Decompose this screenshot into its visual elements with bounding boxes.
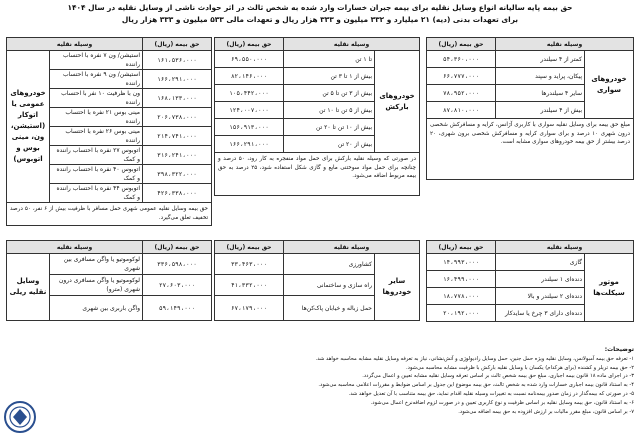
vehicle-name: لوکوموتیو یا واگن مسافری درون شهری (مترو)	[50, 275, 143, 296]
header-subtitle: برای تعهدات بدنی (دیه) ۲۱ میلیارد و ۳۳۲ میلیون و ۳۳۳ هزار ریال و تعهدات مالی ۵۳۳ میلیون و ۳۳۳ هزار ریال	[121, 15, 519, 24]
col-vehicle: وسیله نقلیه	[7, 38, 143, 51]
table-note: مبلغ حق بیمه برای وسایل نقلیه سواری با کاربری آژانس، کرایه و مسافرکش شخصی درون شهری ۱۰ درصد و برای سواری کرایه و مسافرکش شخصی برون شهری، ۲۰ درصد بیشتر از حق بیمه خودروهای سواری مشابه است.	[427, 119, 634, 180]
col-vehicle: وسیله نقلیه	[284, 241, 420, 254]
premium-value: ۲۱۴،۷۴۱،۰۰۰	[143, 127, 212, 146]
col-premium: حق بیمه (ریال)	[427, 241, 496, 254]
premium-value: ۱۸،۷۷۸،۰۰۰	[427, 288, 496, 305]
premium-value: ۴۲۶،۳۳۸،۰۰۰	[143, 184, 212, 203]
vehicle-name: راه سازی و ساختمانی	[284, 275, 375, 296]
col-premium: حق بیمه (ریال)	[215, 38, 284, 51]
premium-value: ۳۳،۴۶۳،۰۰۰	[215, 254, 284, 275]
vehicle-name: ون با ظرفیت ۱۰ نفر با احتساب راننده	[50, 89, 143, 108]
table-row	[7, 51, 212, 70]
table-motorcycles	[426, 240, 634, 322]
vehicle-name: دنده‌ای دارای ۳ چرخ یا سایدکار	[496, 305, 585, 322]
vehicle-name: دنده‌ای ۲ سیلندر و بالا	[496, 288, 585, 305]
note-item: ۳- در اجرای ماده ۱۸ قانون بیمه اجباری، مبلغ حق بیمه شخص ثالث بر اساس تعرفه وسایل نقلیه مشابه تعیین و اعمال می‌گردد.	[362, 373, 634, 380]
premium-value: ۱۰۵،۴۴۲،۰۰۰	[215, 85, 284, 102]
col-premium: حق بیمه (ریال)	[143, 241, 212, 254]
note-item: ۶- به استناد قانون، حق بیمه وسایل نقلیه بر اساس ظرفیت و نوع کاربری تعیین و در صورت لزوم اضافه‌نرخ اعمال می‌شود.	[370, 399, 634, 406]
vehicle-name: سایر ۴ سیلندرها	[496, 85, 585, 102]
premium-value: ۱۴،۹۹۳،۰۰۰	[427, 254, 496, 271]
premium-value: ۶۶،۷۷۷،۰۰۰	[427, 68, 496, 85]
col-vehicle: وسیله نقلیه	[496, 38, 634, 51]
header-title: حق بیمه پایه سالیانه انواع وسایل نقلیه برای بیمه جبران خسارات وارد شده به شخص ثالث در اثر حوادث ناشی از وسایل نقلیه در سال ۱۴۰۴	[67, 3, 573, 12]
table-row	[427, 51, 634, 68]
col-vehicle: وسیله نقلیه	[7, 241, 143, 254]
vehicle-name: گازی	[496, 254, 585, 271]
premium-value: ۳۳۶،۵۹۸،۰۰۰	[143, 254, 212, 275]
col-vehicle: وسیله نقلیه	[284, 38, 420, 51]
premium-value: ۶۷،۱۷۹،۰۰۰	[215, 296, 284, 321]
col-premium: حق بیمه (ریال)	[143, 38, 212, 51]
table-public-transport	[6, 37, 212, 226]
premium-value: ۸۲،۱۴۶،۰۰۰	[215, 68, 284, 85]
group-label: سایر خودروها	[375, 254, 420, 321]
premium-value: ۵۹،۱۴۹،۰۰۰	[143, 296, 212, 321]
insurance-logo-icon	[3, 400, 37, 434]
note-item: ۷- بر اساس قانون، مبلغ مقرر مالیات بر ارزش افزوده به حق بیمه اضافه می‌شود.	[458, 408, 634, 415]
vehicle-name: پیکان، پراید و سپند	[496, 68, 585, 85]
premium-value: ۱۶،۴۹۹،۰۰۰	[427, 271, 496, 288]
vehicle-name: بیش از ۵ تن تا ۱۰ تن	[284, 102, 375, 119]
table-trucks	[214, 37, 420, 196]
premium-value: ۱۶۸،۱۳۳،۰۰۰	[143, 89, 212, 108]
vehicle-name: واگن باربری بین شهری	[50, 296, 143, 321]
vehicle-name: کشاورزی	[284, 254, 375, 275]
premium-value: ۷۸،۹۵۲،۰۰۰	[427, 85, 496, 102]
vehicle-name: استیشن/ ون ۷ نفره با احتساب راننده	[50, 51, 143, 70]
vehicle-name: بیش از ۳ تن تا ۵ تن	[284, 85, 375, 102]
group-label: وسایل نقلیه ریلی	[7, 254, 50, 321]
premium-value: ۵۴،۳۶۰،۰۰۰	[427, 51, 496, 68]
table-note: حق بیمه وسایل نقلیه عمومی شهری حمل مسافر با ظرفیت بیش از ۶ نفر، ۵۰ درصد تخفیف تعلق می‌گیرد.	[7, 203, 212, 226]
vehicle-name: بیش از ۲۰ تن	[284, 136, 375, 153]
vehicle-name: استیشن/ ون ۹ نفره با احتساب راننده	[50, 70, 143, 89]
premium-value: ۱۶۱،۵۳۶،۰۰۰	[143, 51, 212, 70]
premium-value: ۲۰۶،۷۳۸،۰۰۰	[143, 108, 212, 127]
note-item: ۲- حق بیمه تریلر و کشنده (برای هرکدام) یکسان با وسایل نقلیه بارکش با ظرفیت مشابه محاسبه می‌شود.	[405, 364, 634, 371]
vehicle-name: مینی بوس ۲۱ نفره با احتساب راننده	[50, 108, 143, 127]
premium-value: ۸۷،۸۱۰،۰۰۰	[427, 102, 496, 119]
vehicle-name: اتوبوس ۴۴ نفره با احتساب راننده و کمک	[50, 184, 143, 203]
table-row	[7, 254, 212, 275]
vehicle-name: تا ۱ تن	[284, 51, 375, 68]
premium-value: ۲۷،۶۰۳،۰۰۰	[143, 275, 212, 296]
note-item: ۴- به استناد قانون بیمه اجباری خسارات وارد شده به شخص ثالث، حق بیمه موضوع این جدول بر اساس ضوابط و مقررات اعلامی محاسبه می‌شود.	[318, 382, 634, 389]
note-item: ۱- تعرفه حق بیمه آمبولانس، وسایل نقلیه ویژه حمل جنین، حمل وسایل رادیولوژی و آتش‌نشانی، نیاز به تعرفه وسایل نقلیه مشابه محاسبه خواهد شد.	[315, 355, 634, 362]
group-label: خودروهای بارکش	[375, 51, 420, 153]
vehicle-name: لوکوموتیو یا واگن مسافری بین شهری	[50, 254, 143, 275]
table-row	[427, 254, 634, 271]
group-label: خودروهای سواری	[585, 51, 634, 119]
premium-value: ۱۶۶،۲۹۱،۰۰۰	[143, 70, 212, 89]
premium-value: ۲۰،۱۹۲،۰۰۰	[427, 305, 496, 322]
premium-value: ۳۹۸،۳۲۲،۰۰۰	[143, 165, 212, 184]
table-row	[215, 254, 420, 275]
premium-value: ۱۲۴،۰۰۷،۰۰۰	[215, 102, 284, 119]
vehicle-name: اتوبوس ۴۰ نفره با احتساب راننده و کمک	[50, 165, 143, 184]
note-item: ۵- در صورتی که بیمه‌گذار در زمان صدور بیمه‌نامه نسبت به تغییرات وسیله نقلیه اقدام نماید، حق بیمه متناسب با آن تعدیل خواهد شد.	[348, 390, 634, 397]
vehicle-name: مینی بوس ۲۶ نفره با احتساب راننده	[50, 127, 143, 146]
vehicle-name: بیش از ۴ سیلندر	[496, 102, 585, 119]
notes-section	[6, 346, 634, 416]
table-passenger-cars	[426, 37, 634, 180]
col-premium: حق بیمه (ریال)	[215, 241, 284, 254]
premium-value: ۳۱۶،۲۴۱،۰۰۰	[143, 146, 212, 165]
group-label: خودروهای عمومی یا اتوکار (استیشن، ون، مینی بوس و اتوبوس)	[7, 51, 50, 203]
vehicle-name: کمتر از ۴ سیلندر	[496, 51, 585, 68]
table-rail-vehicles	[6, 240, 212, 321]
vehicle-name: بیش از ۱ تا ۳ تن	[284, 68, 375, 85]
premium-value: ۱۵۶،۹۱۳،۰۰۰	[215, 119, 284, 136]
vehicle-name: بیش از ۱۰ تن تا ۲۰ تن	[284, 119, 375, 136]
vehicle-name: اتوبوس ۲۷ نفره با احتساب راننده و کمک	[50, 146, 143, 165]
col-premium: حق بیمه (ریال)	[427, 38, 496, 51]
premium-value: ۴۱،۳۳۲،۰۰۰	[215, 275, 284, 296]
group-label: موتور سیکلت‌ها	[585, 254, 634, 322]
table-row	[215, 51, 420, 68]
premium-value: ۶۹،۵۵۰،۰۰۰	[215, 51, 284, 68]
table-other-vehicles	[214, 240, 420, 321]
premium-value: ۱۶۶،۲۹۱،۰۰۰	[215, 136, 284, 153]
page-header	[0, 2, 640, 26]
vehicle-name: حمل زباله و خیابان پاک‌کن‌ها	[284, 296, 375, 321]
notes-title: توضیحات:	[604, 346, 634, 353]
col-vehicle: وسیله نقلیه	[496, 241, 634, 254]
vehicle-name: دنده‌ای ۱ سیلندر	[496, 271, 585, 288]
table-note: در صورتی که وسیله نقلیه بارکش برای حمل مواد منفجره به کار رود، ۵۰ درصد و چنانچه برای حمل مواد سوختنی مایع و گازی شکل استفاده شود، ۲۵ درصد به حق بیمه مربوط اضافه می‌شود.	[215, 153, 420, 196]
